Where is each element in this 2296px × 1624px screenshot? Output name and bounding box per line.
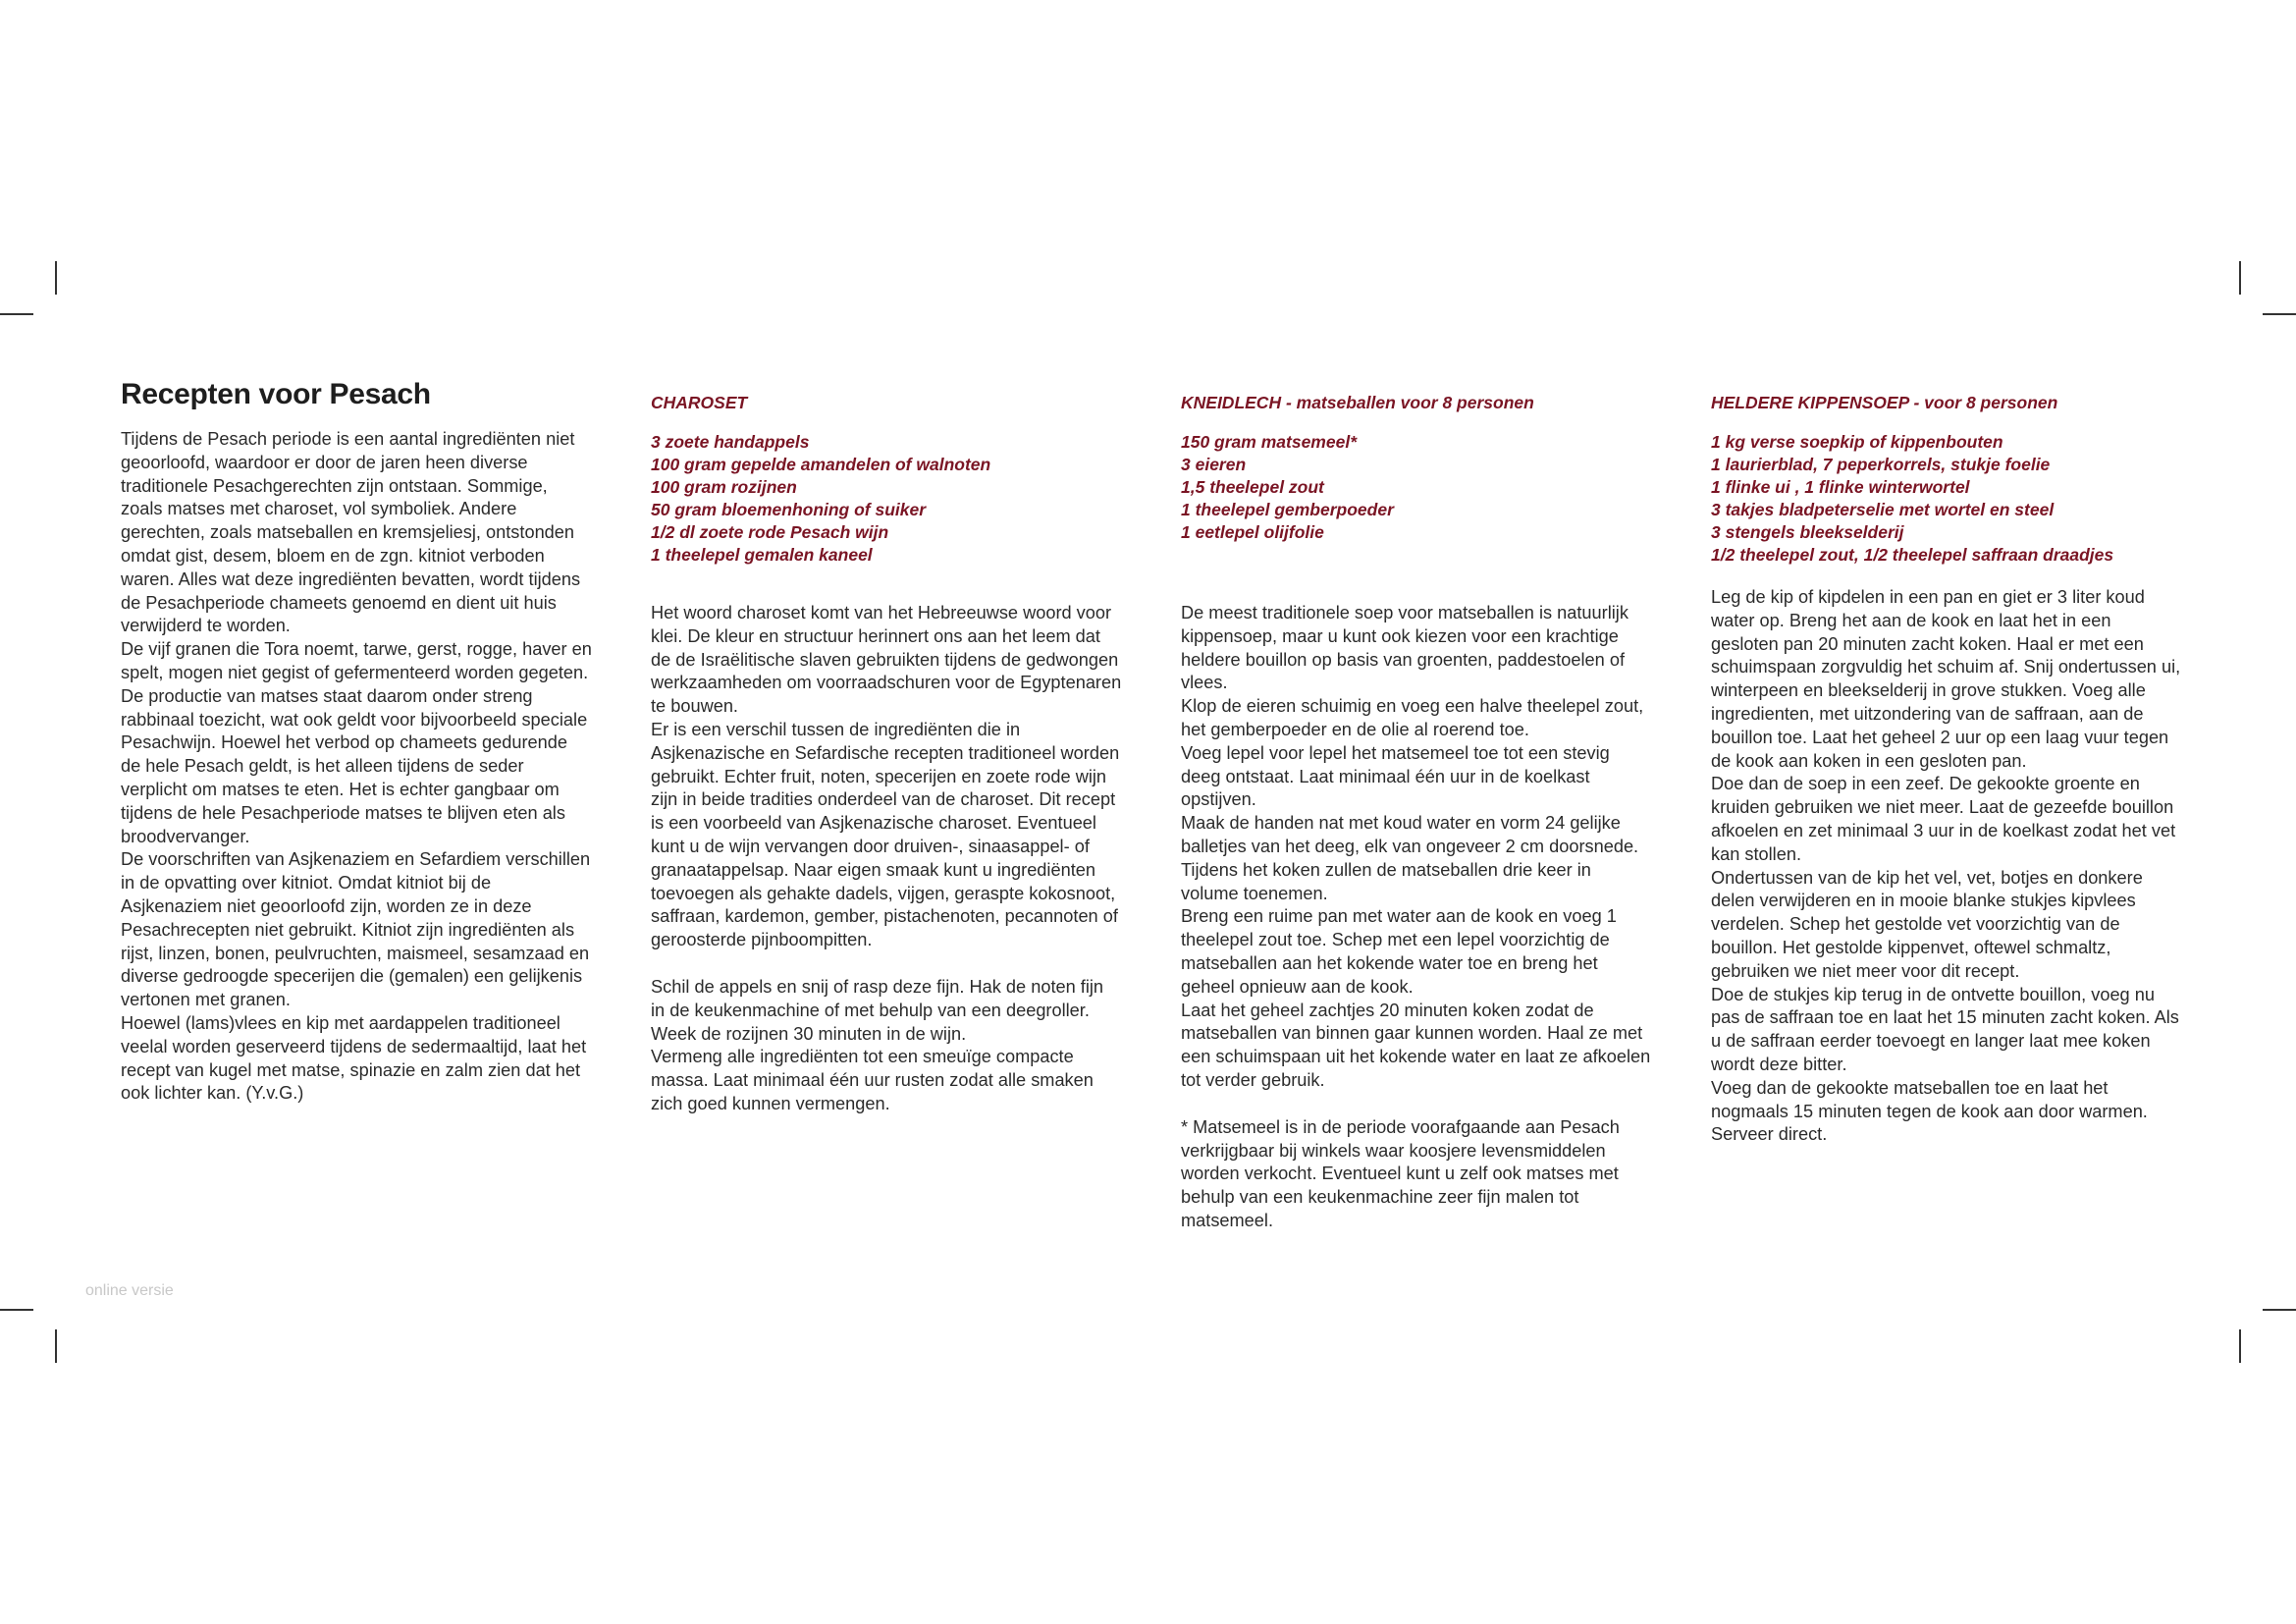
recipe-title: KNEIDLECH - matseballen voor 8 personen	[1181, 393, 1534, 412]
intro-paragraph: De vijf granen die Tora noemt, tarwe, gerst, rogge, haver en spelt, mogen niet gegist of gefermenteerd worden gegeten. De productie van matses staat daarom onder streng rabbinaal toezicht, wat ook geldt voor bijvoorbeeld speciale Pesachwijn. Hoewel het verbod op chameets gedurende de hele Pesach geldt, is het alleen tijdens de seder verplicht om matses te eten. Het is echter gangbaar om tijdens de hele Pesachperiode matses te blijven eten als broodvervanger.	[121, 639, 592, 846]
recipe-paragraph: Doe de stukjes kip terug in de ontvette bouillon, voeg nu pas de saffraan toe en laat het 15 minuten zacht koken. Als u de saffraan eerder toevoegt en langer laat mee koken wordt deze bitter.	[1711, 984, 2179, 1074]
ingredient-item: 100 gram gepelde amandelen of walnoten	[651, 455, 991, 474]
crop-mark	[2239, 261, 2241, 295]
kippensoep-column	[1711, 379, 2182, 1147]
ingredient-item: 1 theelepel gemberpoeder	[1181, 500, 1394, 519]
recipe-title: CHAROSET	[651, 393, 748, 412]
recipe-paragraph: Schil de appels en snij of rasp deze fijn. Hak de noten fijn in de keukenmachine of met behulp van een deegroller. Week de rozijnen 30 minuten in de wijn.	[651, 976, 1104, 1044]
crop-mark	[2263, 313, 2296, 315]
crop-mark	[2263, 1309, 2296, 1311]
ingredient-item: 1/2 dl zoete rode Pesach wijn	[651, 522, 889, 542]
kneidlech-column	[1181, 379, 1652, 1233]
footnote: * Matsemeel is in de periode voorafgaande aan Pesach verkrijgbaar bij winkels waar koosjere levensmiddelen worden verkocht. Eventueel kunt u zelf ook matses met behulp van een keukenmachine zeer fijn malen tot matsemeel.	[1181, 1116, 1620, 1230]
recipe-paragraph: Breng een ruime pan met water aan de kook en voeg 1 theelepel zout toe. Schep met een lepel voorzichtig de matseballen aan het kokende water toe en breng het geheel opnieuw aan de kook.	[1181, 906, 1617, 997]
recipe-paragraph: Ondertussen van de kip het vel, vet, botjes en donkere delen verwijderen en in mooie blanke stukjes kipvlees verdelen. Schep het gestolde vet voorzichtig van de bouillon. Het gestolde kippenvet, oftewel schmaltz, gebruiken we niet meer voor dit recept.	[1711, 867, 2143, 981]
intro-paragraph: Tijdens de Pesach periode is een aantal ingrediënten niet geoorloofd, waardoor er door de jaren heen diverse traditionele Pesachgerechten zijn ontstaan. Sommige, zoals matses met charoset, vol symboliek. Andere gerechten, zoals matseballen en kremsjeliesj, ontstonden omdat gist, desem, bloem en de zgn. kitniot verboden waren. Alles wat deze ingrediënten bevatten, wordt tijdens de Pesachperiode chameets genoemd en dient uit huis verwijderd te worden.	[121, 429, 581, 636]
recipe-paragraph: Vermeng alle ingrediënten tot een smeuïge compacte massa. Laat minimaal één uur rusten zodat alle smaken zich goed kunnen vermengen.	[651, 1047, 1094, 1113]
ingredient-item: 100 gram rozijnen	[651, 477, 797, 497]
crop-mark	[0, 1309, 33, 1311]
ingredient-list	[1181, 431, 1652, 544]
recipe-paragraph: Voeg lepel voor lepel het matsemeel toe tot een stevig deeg ontstaat. Laat minimaal één uur in de koelkast opstijven.	[1181, 742, 1610, 810]
ingredient-item: 1 eetlepel olijfolie	[1181, 522, 1324, 542]
recipe-paragraph: Laat het geheel zachtjes 20 minuten koken zodat de matseballen van binnen gaar kunnen worden. Haal ze met een schuimspaan uit het kokende water en laat ze afkoelen tot verder gebruik.	[1181, 1000, 1651, 1090]
ingredient-item: 1 flinke ui , 1 flinke winterwortel	[1711, 477, 1970, 497]
ingredient-list	[1711, 431, 2182, 567]
ingredient-item: 3 eieren	[1181, 455, 1247, 474]
ingredient-item: 3 takjes bladpeterselie met wortel en steel	[1711, 500, 2055, 519]
page-title: Recepten voor Pesach	[121, 378, 431, 410]
recipe-paragraph: Leg de kip of kipdelen in een pan en giet er 3 liter koud water op. Breng het aan de kook en laat het in een gesloten pan 20 minuten zacht koken. Haal er met een schuimspaan zorgvuldig het schuim af. Snij ondertussen ui, winterpeen en bleekselderij in grove stukken. Voeg alle ingredienten, met uitzondering van de saffraan, aan de bouillon toe. Laat het geheel 2 uur op een laag vuur tegen de kook aan koken in een gesloten pan.	[1711, 587, 2181, 771]
ingredient-item: 3 stengels bleekselderij	[1711, 522, 1904, 542]
ingredient-item: 1/2 theelepel zout, 1/2 theelepel saffraan draadjes	[1711, 545, 2114, 565]
ingredient-item: 1 theelepel gemalen kaneel	[651, 545, 873, 565]
ingredient-item: 50 gram bloemenhoning of suiker	[651, 500, 927, 519]
online-version-label: online versie	[85, 1282, 174, 1299]
ingredient-item: 1,5 theelepel zout	[1181, 477, 1324, 497]
recipe-paragraph: Voeg dan de gekookte matseballen toe en laat het nogmaals 15 minuten tegen de kook aan door warmen. Serveer direct.	[1711, 1077, 2148, 1145]
ingredient-item: 1 laurierblad, 7 peperkorrels, stukje foelie	[1711, 455, 2051, 474]
crop-mark	[55, 1329, 57, 1363]
ingredient-list	[651, 431, 1122, 567]
intro-paragraph: Hoewel (lams)vlees en kip met aardappelen traditioneel veelal worden geserveerd tijdens de sedermaaltijd, laat het recept van kugel met matse, spinazie en zalm zien dat het ook lichter kan. (Y.v.G.)	[121, 1012, 587, 1104]
intro-paragraph: De voorschriften van Asjkenaziem en Sefardiem verschillen in de opvatting over kitniot. Omdat kitniot bij de Asjkenaziem niet geoorloofd zijn, worden ze in deze Pesachrecepten niet gebruikt. Kitniot zijn ingrediënten als rijst, linzen, bonen, peulvruchten, maismeel, sesamzaad en diverse gedroogde specerijen die (gemalen) een gelijkenis vertonen met granen.	[121, 849, 591, 1010]
ingredient-item: 3 zoete handappels	[651, 432, 810, 452]
ingredient-item: 150 gram matsemeel*	[1181, 432, 1357, 452]
recipe-paragraph: De meest traditionele soep voor matseballen is natuurlijk kippensoep, maar u kunt ook kiezen voor een krachtige heldere bouillon op basis van groenten, paddestoelen of vlees.	[1181, 603, 1629, 693]
recipe-paragraph: Klop de eieren schuimig en voeg een halve theelepel zout, het gemberpoeder en de olie al roerend toe.	[1181, 696, 1644, 739]
recipe-paragraph: Er is een verschil tussen de ingrediënten die in Asjkenazische en Sefardische recepten traditioneel worden gebruikt. Echter fruit, noten, specerijen en zoete rode wijn zijn in beide tradities onderdeel van de charoset. Dit recept is een voorbeeld van Asjkenazische charoset. Eventueel kunt u de wijn vervangen door druiven-, sinaasappel- of granaatappelsap. Naar eigen smaak kunt u ingrediënten toevoegen als gehakte dadels, vijgen, geraspte kokosnoot, saffraan, kardemon, gember, pistachenoten, pecannoten of geroosterde pijnboompitten.	[651, 719, 1120, 950]
crop-mark	[2239, 1329, 2241, 1363]
charoset-column	[651, 379, 1122, 1116]
intro-column	[121, 379, 592, 1106]
recipe-paragraph: Het woord charoset komt van het Hebreeuwse woord voor klei. De kleur en structuur herinnert ons aan het leem dat de de Israëlitische slaven gebruikten tijdens de gedwongen werkzaamheden om voorraadschuren voor de Egyptenaren te bouwen.	[651, 603, 1122, 717]
crop-mark	[0, 313, 33, 315]
recipe-paragraph: Doe dan de soep in een zeef. De gekookte groente en kruiden gebruiken we niet meer. Laat de gezeefde bouillon afkoelen en zet minimaal 3 uur in de koelkast zodat het vet kan stollen.	[1711, 774, 2176, 864]
recipe-paragraph: Maak de handen nat met koud water en vorm 24 gelijke balletjes van het deeg, elk van ongeveer 2 cm doorsnede. Tijdens het koken zullen de matseballen drie keer in volume toenemen.	[1181, 813, 1639, 903]
crop-mark	[55, 261, 57, 295]
recipe-title: HELDERE KIPPENSOEP - voor 8 personen	[1711, 393, 2058, 412]
ingredient-item: 1 kg verse soepkip of kippenbouten	[1711, 432, 2003, 452]
